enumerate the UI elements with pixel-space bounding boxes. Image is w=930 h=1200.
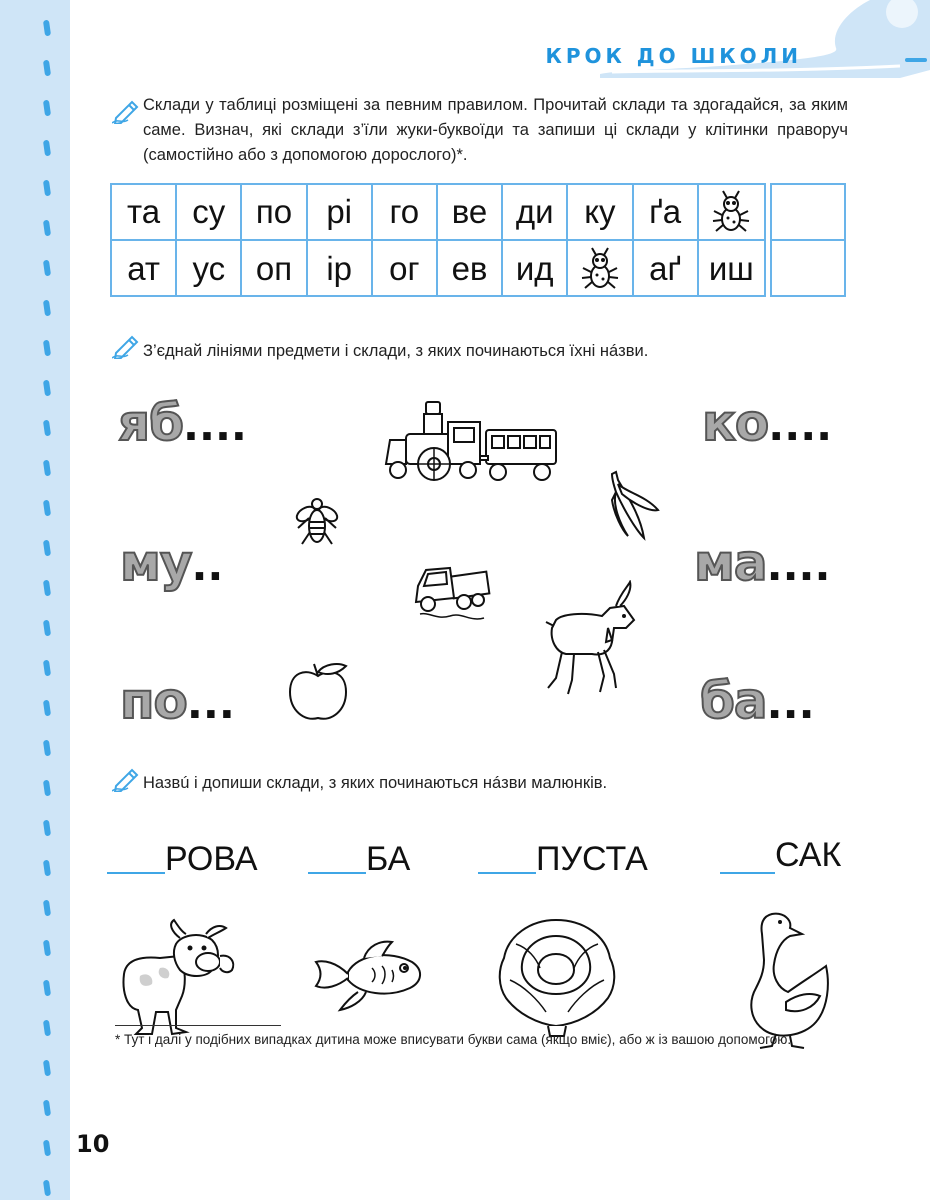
syllable-cell: оп [242,241,307,297]
bug-cell [699,185,764,241]
syllable-text: ко [702,394,769,452]
apple-icon [284,660,352,724]
strip-dash [43,540,51,557]
syllable-dots: ... [186,679,235,728]
strip-dash [43,180,51,197]
syllable-dots: .. [191,541,224,590]
bug-cell [568,241,633,297]
strip-dash [43,940,51,957]
word-ba: БА [366,840,411,878]
bug-icon [580,246,620,292]
strip-dash [43,60,51,77]
pencil-icon [112,766,142,792]
answer-blank[interactable] [478,872,536,874]
strip-dash [43,260,51,277]
syllable-po [120,672,235,730]
syllable-text: ма [694,534,767,592]
bug-icon [711,189,751,235]
syllable-text: яб [118,394,184,452]
cow-icon [116,916,240,1040]
strip-dash [43,740,51,757]
syllable-cell: ог [373,241,438,297]
strip-dash [43,1180,51,1197]
syllable-cell: ат [112,241,177,297]
syllable-text: му [120,534,192,592]
strip-dash [43,900,51,917]
section-title: КРОК ДО ШКОЛИ [545,44,802,68]
pencil-icon [112,98,142,124]
syllable-cell: су [177,185,242,241]
page-number: 10 [76,1130,110,1158]
answer-cells[interactable] [770,183,846,297]
syllable-cell: ус [177,241,242,297]
syllable-dots: .... [768,401,833,450]
syllable-dots: .... [766,541,831,590]
syllable-cell: ґа [634,185,699,241]
syllable-yab [118,394,247,452]
strip-dash [43,500,51,517]
word-sak: САК [775,836,842,874]
truck-icon [410,562,492,628]
answer-blank[interactable] [720,872,775,874]
syllable-cell: та [112,185,177,241]
task1-instruction: Склади у таблиці розміщені за певним правилом. Прочитай склади та здогадайся, за яким саме. Визнач, які склади з’їли жуки-буквоїди та запиши ці склади у клітинки праворуч (самостійно або з допомогою дорослого)*. [143,96,848,164]
strip-dash [43,1140,51,1157]
syllable-cell: аґ [634,241,699,297]
strip-dash [43,300,51,317]
syllable-cell: иш [708,250,754,287]
strip-dash [43,340,51,357]
syllable-cell: рі [308,185,373,241]
syllable-cell: ір [308,241,373,297]
word-rova: РОВА [165,840,258,878]
strip-dash [43,220,51,237]
side-strip [0,0,70,1200]
strip-dash [43,1020,51,1037]
task3-instruction: Назвú і допиши склади, з яких починаються нáзви малюнків. [143,774,608,792]
task2-instruction: З’єднай лініями предмети і склади, з яких починаються їхні нáзви. [143,342,649,360]
syllable-cell: ди [503,185,568,241]
fish-icon [312,936,424,1014]
goose-icon [742,910,834,1050]
footnote: * Тут і далі у подібних випадках дитина може вписувати букви сама (якщо вміє), або ж із вашою допомогою. [115,1032,792,1047]
syllable-cell: по [242,185,307,241]
syllable-ko [702,394,832,452]
syllable-table [110,183,766,297]
syllable-ba [700,672,815,730]
syllable-cell: ид [503,241,568,297]
syllable-text: по [120,672,187,730]
syllable-cell: ев [438,241,503,297]
banana-icon [606,470,664,542]
strip-dash [43,980,51,997]
strip-dash [43,20,51,37]
goat-icon [542,580,638,698]
strip-dash [43,100,51,117]
syllable-cell: го [373,185,438,241]
syllable-ma [694,534,830,592]
strip-dash [43,660,51,677]
answer-cell[interactable] [772,185,844,241]
strip-dash [43,140,51,157]
strip-dash [43,420,51,437]
strip-dash [43,460,51,477]
syllable-cell: ку [568,185,633,241]
strip-dash [43,780,51,797]
syllable-cell: ве [438,185,503,241]
footnote-divider [115,1025,281,1026]
strip-dash [43,580,51,597]
strip-dash [43,700,51,717]
syllable-mu [120,534,223,592]
cabbage-icon [494,914,620,1038]
strip-dash [43,620,51,637]
strip-dash [43,860,51,877]
strip-dash [43,1100,51,1117]
fly-icon [292,492,342,552]
pencil-icon [112,333,142,359]
strip-dash [43,1060,51,1077]
answer-blank[interactable] [308,872,366,874]
strip-dash [43,820,51,837]
header-brush [600,0,930,80]
syllable-text: ба [700,672,767,730]
syllable-dots: ... [766,679,815,728]
word-pusta: ПУСТА [536,840,648,878]
train-icon [384,400,562,488]
answer-blank[interactable] [107,872,165,874]
strip-dash [43,380,51,397]
syllable-dots: .... [183,401,247,450]
